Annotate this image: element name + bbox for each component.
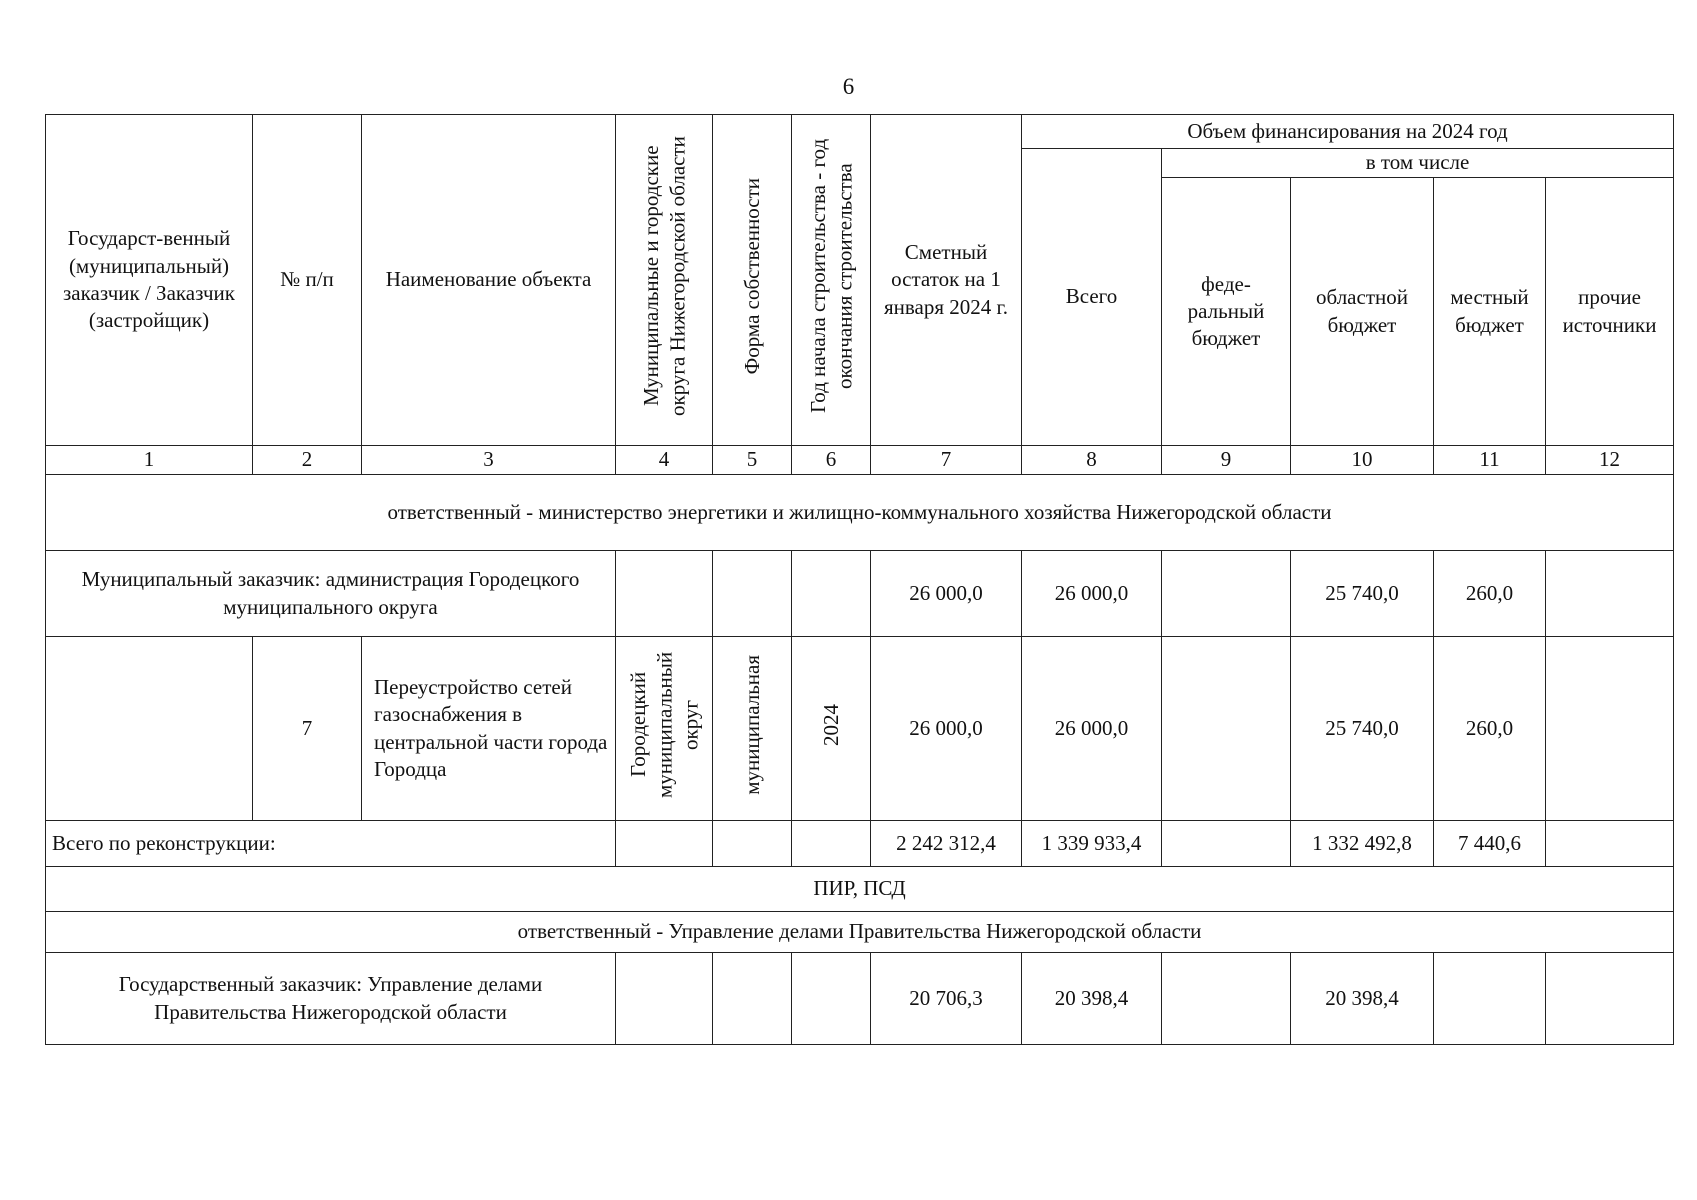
federal-value — [1162, 821, 1291, 867]
local-value: 260,0 — [1434, 551, 1546, 637]
column-numbers-row — [46, 446, 1674, 475]
total-value: 26 000,0 — [1022, 637, 1162, 821]
empty-cell — [616, 551, 713, 637]
estimate-value: 2 242 312,4 — [871, 821, 1022, 867]
total-row — [46, 821, 1674, 867]
empty-cell — [713, 953, 792, 1045]
header-financing: Объем финансирования на 2024 год — [1022, 115, 1674, 149]
regional-value: 25 740,0 — [1291, 637, 1434, 821]
header-row-1 — [46, 115, 1674, 149]
column-number: 12 — [1546, 446, 1674, 475]
other-value — [1546, 953, 1674, 1045]
customer-gorodets-label: Муниципальный заказчик: администрация Городецкого муниципального округа — [46, 551, 616, 637]
empty-cell — [792, 821, 871, 867]
column-number: 10 — [1291, 446, 1434, 475]
customer-affairs-label: Государственный заказчик: Управление делами Правительства Нижегородской области — [46, 953, 616, 1045]
federal-value — [1162, 551, 1291, 637]
customer-row — [46, 551, 1674, 637]
header-federal: феде-ральный бюджет — [1162, 178, 1291, 446]
header-estimate: Сметный остаток на 1 января 2024 г. — [871, 115, 1022, 446]
header-municipality: Муниципальные и городские округа Нижегородской области — [638, 136, 689, 417]
header-municipality-cell — [616, 115, 713, 446]
section-row — [46, 912, 1674, 953]
column-number: 8 — [1022, 446, 1162, 475]
empty-cell — [792, 953, 871, 1045]
column-number: 9 — [1162, 446, 1291, 475]
column-number: 11 — [1434, 446, 1546, 475]
object-row — [46, 637, 1674, 821]
header-years: Год начала строительства - год окончания строительства — [805, 139, 856, 414]
column-number: 2 — [253, 446, 362, 475]
other-value — [1546, 551, 1674, 637]
section-pir: ПИР, ПСД — [46, 867, 1674, 912]
section-energy-ministry: ответственный - министерство энергетики и жилищно-коммунального хозяйства Нижегородской области — [46, 475, 1674, 551]
estimate-value: 20 706,3 — [871, 953, 1022, 1045]
local-value — [1434, 953, 1546, 1045]
estimate-value: 26 000,0 — [871, 637, 1022, 821]
header-including: в том числе — [1162, 149, 1674, 178]
section-affairs: ответственный - Управление делами Правительства Нижегородской области — [46, 912, 1674, 953]
object-ownership-cell — [713, 637, 792, 821]
other-value — [1546, 637, 1674, 821]
object-ownership: муниципальная — [739, 654, 764, 795]
empty-cell — [616, 953, 713, 1045]
header-years-cell — [792, 115, 871, 446]
reconstruction-total-label: Всего по реконструкции: — [46, 821, 616, 867]
header-number: № п/п — [253, 115, 362, 446]
estimate-value: 26 000,0 — [871, 551, 1022, 637]
object-years: 2024 — [818, 703, 843, 746]
column-number: 4 — [616, 446, 713, 475]
local-value: 7 440,6 — [1434, 821, 1546, 867]
regional-value: 25 740,0 — [1291, 551, 1434, 637]
object-municipality: Городецкий муниципальный округ — [625, 651, 703, 798]
section-row — [46, 867, 1674, 912]
header-local: местный бюджет — [1434, 178, 1546, 446]
regional-value: 1 332 492,8 — [1291, 821, 1434, 867]
customer-row — [46, 953, 1674, 1045]
empty-cell — [713, 551, 792, 637]
federal-value — [1162, 637, 1291, 821]
regional-value: 20 398,4 — [1291, 953, 1434, 1045]
investment-program-table — [45, 114, 1674, 1045]
total-value: 1 339 933,4 — [1022, 821, 1162, 867]
header-regional: областной бюджет — [1291, 178, 1434, 446]
other-value — [1546, 821, 1674, 867]
object-municipality-cell — [616, 637, 713, 821]
object-name: Переустройство сетей газоснабжения в центральной части города Городца — [362, 637, 616, 821]
empty-cell — [616, 821, 713, 867]
empty-cell — [46, 637, 253, 821]
object-years-cell — [792, 637, 871, 821]
header-ownership: Форма собственности — [739, 178, 764, 375]
header-customer: Государст-венный (муниципальный) заказчик / Заказчик (застройщик) — [46, 115, 253, 446]
local-value: 260,0 — [1434, 637, 1546, 821]
object-number: 7 — [253, 637, 362, 821]
empty-cell — [792, 551, 871, 637]
header-total: Всего — [1022, 149, 1162, 446]
total-value: 26 000,0 — [1022, 551, 1162, 637]
column-number: 3 — [362, 446, 616, 475]
header-object-name: Наименование объекта — [362, 115, 616, 446]
column-number: 7 — [871, 446, 1022, 475]
section-row — [46, 475, 1674, 551]
total-value: 20 398,4 — [1022, 953, 1162, 1045]
federal-value — [1162, 953, 1291, 1045]
column-number: 6 — [792, 446, 871, 475]
header-other: прочие источники — [1546, 178, 1674, 446]
column-number: 5 — [713, 446, 792, 475]
empty-cell — [713, 821, 792, 867]
column-number: 1 — [46, 446, 253, 475]
page-number: 6 — [842, 74, 855, 99]
header-ownership-cell — [713, 115, 792, 446]
